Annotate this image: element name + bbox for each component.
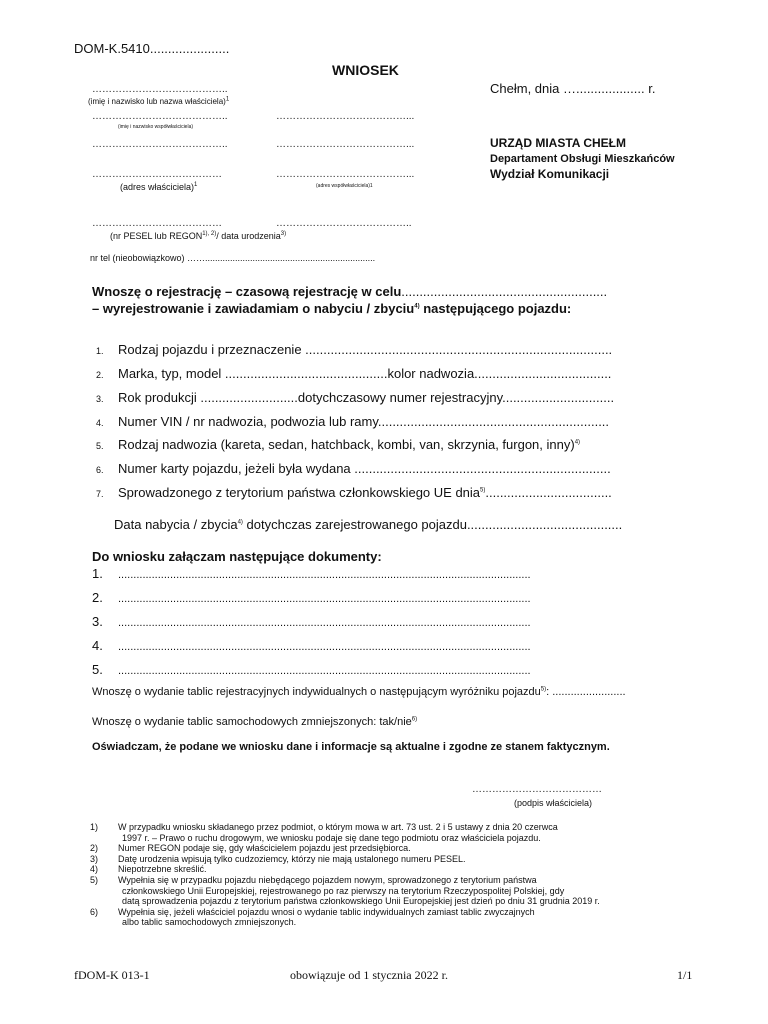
attachment-row-5[interactable] <box>92 662 531 677</box>
declaration-text: Oświadczam, że podane we wniosku dane i informacje są aktualne i zgodne ze stanem faktycznym. <box>92 741 610 753</box>
footnote-number: 5) <box>90 875 99 885</box>
item-number: 3. <box>96 394 104 404</box>
page-title: WNIOSEK <box>332 62 399 78</box>
vehicle-item-1[interactable] <box>96 342 612 357</box>
office-department: Departament Obsługi Mieszkańców <box>490 153 675 165</box>
co-owner-name-line[interactable]: ………………………………….. <box>92 111 228 122</box>
right-field-line-2[interactable]: …………………………………... <box>276 139 415 150</box>
vehicle-item-3[interactable] <box>96 390 614 405</box>
item-number: 6. <box>96 465 104 475</box>
footnote-line: Wypełnia się, jeżeli właściciel pojazdu wnosi o wydanie tablic indywidualnych zamiast tablic zwyczajnych <box>118 906 535 917</box>
footnote-number: 2) <box>90 843 99 854</box>
signature-line[interactable]: ………………………………… <box>472 784 602 795</box>
footnote-line: Wypełnia się w przypadku pojazdu niebędącego pojazdem nowym, sprowadzonego z terytorium państwa <box>118 875 537 885</box>
item-footnote-ref: 4) <box>574 439 581 446</box>
vehicle-item-4[interactable] <box>96 414 609 429</box>
item-text-tail: ................................... <box>485 485 612 500</box>
birth-date-line[interactable]: ………………………………….. <box>276 218 412 229</box>
address-line[interactable]: ………………………………… <box>92 169 222 180</box>
footnote-number: 3) <box>90 853 99 864</box>
office-name: URZĄD MIASTA CHEŁM <box>490 136 626 150</box>
document-reference: DOM-K.5410...................... <box>74 41 230 56</box>
vehicle-item-5[interactable] <box>96 437 580 452</box>
attachments-heading: Do wniosku załączam następujące dokumenty: <box>92 549 382 564</box>
attachment-row-2[interactable] <box>92 590 531 605</box>
place-date: Chełm, dnia …................... r. <box>490 81 656 96</box>
vehicle-item-2[interactable] <box>96 366 611 381</box>
request-line-2: – wyrejestrowanie i zawiadamiam o nabyciu / zbyciu$^{4)}$ następującego pojazdu: <box>92 301 572 316</box>
form-code: fDOM-K 013-1 <box>74 968 150 982</box>
vehicle-item-6[interactable] <box>96 461 611 476</box>
co-owner-name-label: (imię i nazwisko współwłaściciela) <box>118 124 194 130</box>
attachment-row-1[interactable] <box>92 566 531 581</box>
pesel-line[interactable]: ………………………………… <box>92 218 222 229</box>
vehicle-item-7[interactable] <box>96 485 612 500</box>
item-text: Numer VIN / nr nadwozia, podwozia lub ramy................................................................ <box>118 414 610 429</box>
office-division: Wydział Komunikacji <box>490 167 610 181</box>
item-text: Numer karty pojazdu, jeżeli była wydana ....................................................................... <box>118 461 611 476</box>
item-text: Rodzaj pojazdu i przeznaczenie ..................................................................................... <box>118 342 613 357</box>
item-number: 7. <box>96 489 104 499</box>
request-line-1: Wnoszę o rejestrację – czasową rejestrację w celu......................................................... <box>92 284 608 299</box>
right-field-line-1[interactable]: …………………………………... <box>276 111 415 122</box>
attachment-number: 4. <box>92 638 103 653</box>
footnote-line: Niepotrzebne skreślić. <box>118 864 207 875</box>
acquisition-date-field[interactable]: Data nabycia / zbycia$^{4)}$ dotychczas zarejestrowanego pojazdu........................................... <box>114 517 623 532</box>
footnote-line: albo tablic samochodowych zmniejszonych. <box>122 917 297 928</box>
attachment-row-3[interactable] <box>92 614 531 629</box>
footnote-line: W przypadku wniosku składanego przez podmiot, o którym mowa w art. 73 ust. 2 i 5 ustawy z dnia 20 czerwca <box>118 822 558 832</box>
item-footnote-ref: 5) <box>480 487 486 494</box>
item-number: 2. <box>96 370 104 380</box>
individual-plates-field[interactable]: Wnoszę o wydanie tablic rejestracyjnych indywidualnych o następującym wyróżniku pojazdu$^{5)}$: ........................ <box>92 686 626 698</box>
item-text: Marka, typ, model .............................................kolor nadwozia...................................... <box>118 366 612 381</box>
valid-from: obowiązuje od 1 stycznia 2022 r. <box>290 968 448 982</box>
footnote-line: Numer REGON podaje się, gdy właścicielem pojazdu jest przedsiębiorca. <box>118 843 411 854</box>
attachment-number: 1. <box>92 566 103 581</box>
pesel-label: (nr PESEL lub $REGON^{1), 2)}/$ data urodzenia$^{3)}$ <box>110 231 287 241</box>
applicant-name-label: (imię i nazwisko lub nazwa właściciela)$^1$ <box>88 96 230 106</box>
item-text: Rodzaj nadwozia (kareta, sedan, hatchback, kombi, van, skrzynia, furgon, inny) <box>118 437 575 452</box>
attachment-number: 3. <box>92 614 103 629</box>
attachment-dots: ....................................................................................................................................... <box>118 593 531 605</box>
footnote-number: 6) <box>90 906 99 917</box>
phone-field[interactable]: nr tel (nieobowiązkowo) …….................................................................... <box>90 253 376 263</box>
address-label: (adres właściciela)$^1$ <box>120 182 198 192</box>
item-number: 5. <box>96 441 104 451</box>
attachment-dots: ....................................................................................................................................... <box>118 665 531 677</box>
item-number: 1. <box>96 346 104 356</box>
footnote-line: Datę urodzenia wpisują tylko cudzoziemcy, którzy nie mają ustalonego numeru PESEL. <box>118 853 466 864</box>
footnote-number: 4) <box>90 864 99 875</box>
footnote-number: 1) <box>90 822 99 832</box>
field-line-2[interactable]: ………………………………….. <box>92 139 228 150</box>
attachment-dots: ....................................................................................................................................... <box>118 617 531 629</box>
footnote-line: datą sprowadzenia pojazdu z terytorium państwa członkowskiego Unii Europejskiej jest dzień po dniu 31 grudnia 2019 r. <box>122 896 600 907</box>
item-text: Sprowadzonego z terytorium państwa członkowskiego UE dnia <box>118 485 481 500</box>
attachment-number: 2. <box>92 590 103 605</box>
co-address-label: (adres współwłaściciela)1 <box>316 183 373 189</box>
footnote-line: 1997 r. – Prawo o ruchu drogowym, we wniosku podaje się dane tego podmiotu oraz właściciela pojazdu. <box>122 832 541 843</box>
item-text: Rok produkcji ...........................dotychczasowy numer rejestracyjny............................... <box>118 390 615 405</box>
applicant-name-line[interactable]: ………………………………….. <box>92 84 228 95</box>
footnote-line: członkowskiego Unii Europejskiej, rejestrowanego po raz pierwszy na terytorium Rzeczypospolitej Polskiej, gdy <box>122 885 565 896</box>
attachment-row-4[interactable] <box>92 638 531 653</box>
item-number: 4. <box>96 418 104 428</box>
attachment-dots: ....................................................................................................................................... <box>118 641 531 653</box>
signature-label: (podpis właściciela) <box>514 798 593 808</box>
co-address-line[interactable]: …………………………………... <box>276 169 415 180</box>
attachment-number: 5. <box>92 662 103 677</box>
attachment-dots: ....................................................................................................................................... <box>118 569 531 581</box>
small-plates-field[interactable]: Wnoszę o wydanie tablic samochodowych zmniejszonych: tak/nie$^{6)}$ <box>92 716 418 728</box>
page-number: 1/1 <box>677 968 693 982</box>
